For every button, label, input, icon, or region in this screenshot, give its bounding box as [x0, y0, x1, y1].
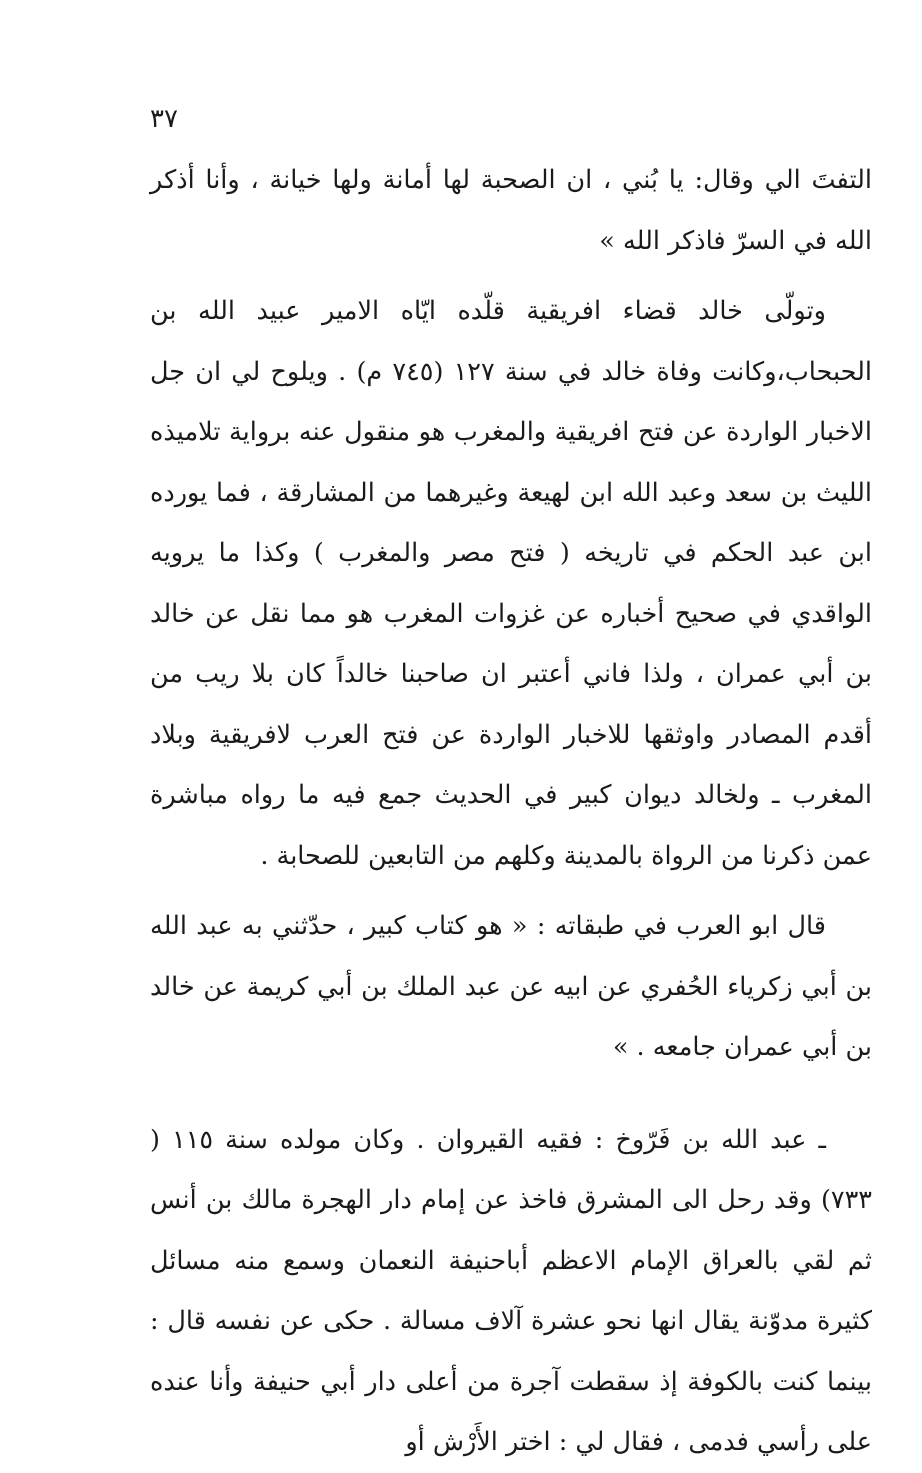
paragraph-ibn-farrukh: ـ عبد الله بن فَرّوخ : فقيه القيروان . وكان مولده سنة ١١٥ ( ٧٣٣) وقد رحل الى المشرق فاخذ عن إمام دار الهجرة مالك بن أنس ثم لقي بالعراق الإمام الاعظم أباحنيفة النعمان وسمع منه مسائل كثيرة مدوّنة يقال انها نحو عشرة آلاف مسالة . حكى عن نفسه قال : بينما كنت بالكوفة إذ سقطت آجرة من أعلى دار أبي حنيفة وأنا عنده على رأسي فدمى ، فقال لي : اختر الأَرْش أو	[150, 1124, 873, 1457]
paragraph-khalid-judgeship: وتولّى خالد قضاء افريقية قلّده ايّاه الامير عبيد الله بن الحبحاب،وكانت وفاة خالد في سنة ١٢٧ (٧٤٥ م) . ويلوح لي ان جل الاخبار الواردة عن فتح افريقية والمغرب هو منقول عنه برواية تلاميذه الليث بن سعد وعبد الله ابن لهيعة وغيرهما من المشارقة ، فما يورده ابن عبد الحكم في تاريخه ( فتح مصر والمغرب ) وكذا ما يرويه الواقدي في صحيح أخباره عن غزوات المغرب هو مما نقل عن خالد بن أبي عمران ، ولذا فاني أعتبر ان صاحبنا خالداً كان بلا ريب من أقدم المصادر واوثقها للاخبار الواردة عن فتح العرب لافريقية وبلاد المغرب ـ ولخالد ديوان كبير في الحديث جمع فيه ما رواه مباشرة عمن ذكرنا من الرواة بالمدينة وكلهم من التابعين للصحابة .	[150, 296, 872, 871]
paragraph-quote-end: التفتَ الي وقال: يا بُني ، ان الصحبة لها أمانة ولها خيانة ، وأنا أذكر الله في السرّ فاذكر الله »	[150, 165, 872, 256]
page-number: ٣٧	[150, 104, 178, 134]
paragraph-abu-al-arab-quote: قال ابو العرب في طبقاته : « هو كتاب كبير ، حدّثني به عبد الله بن أبي زكرياء الحُفري عن ابيه عن عبد الملك بن أبي كريمة عن خالد بن أبي عمران جامعه . »	[150, 911, 872, 1062]
body-text	[150, 150, 872, 1473]
